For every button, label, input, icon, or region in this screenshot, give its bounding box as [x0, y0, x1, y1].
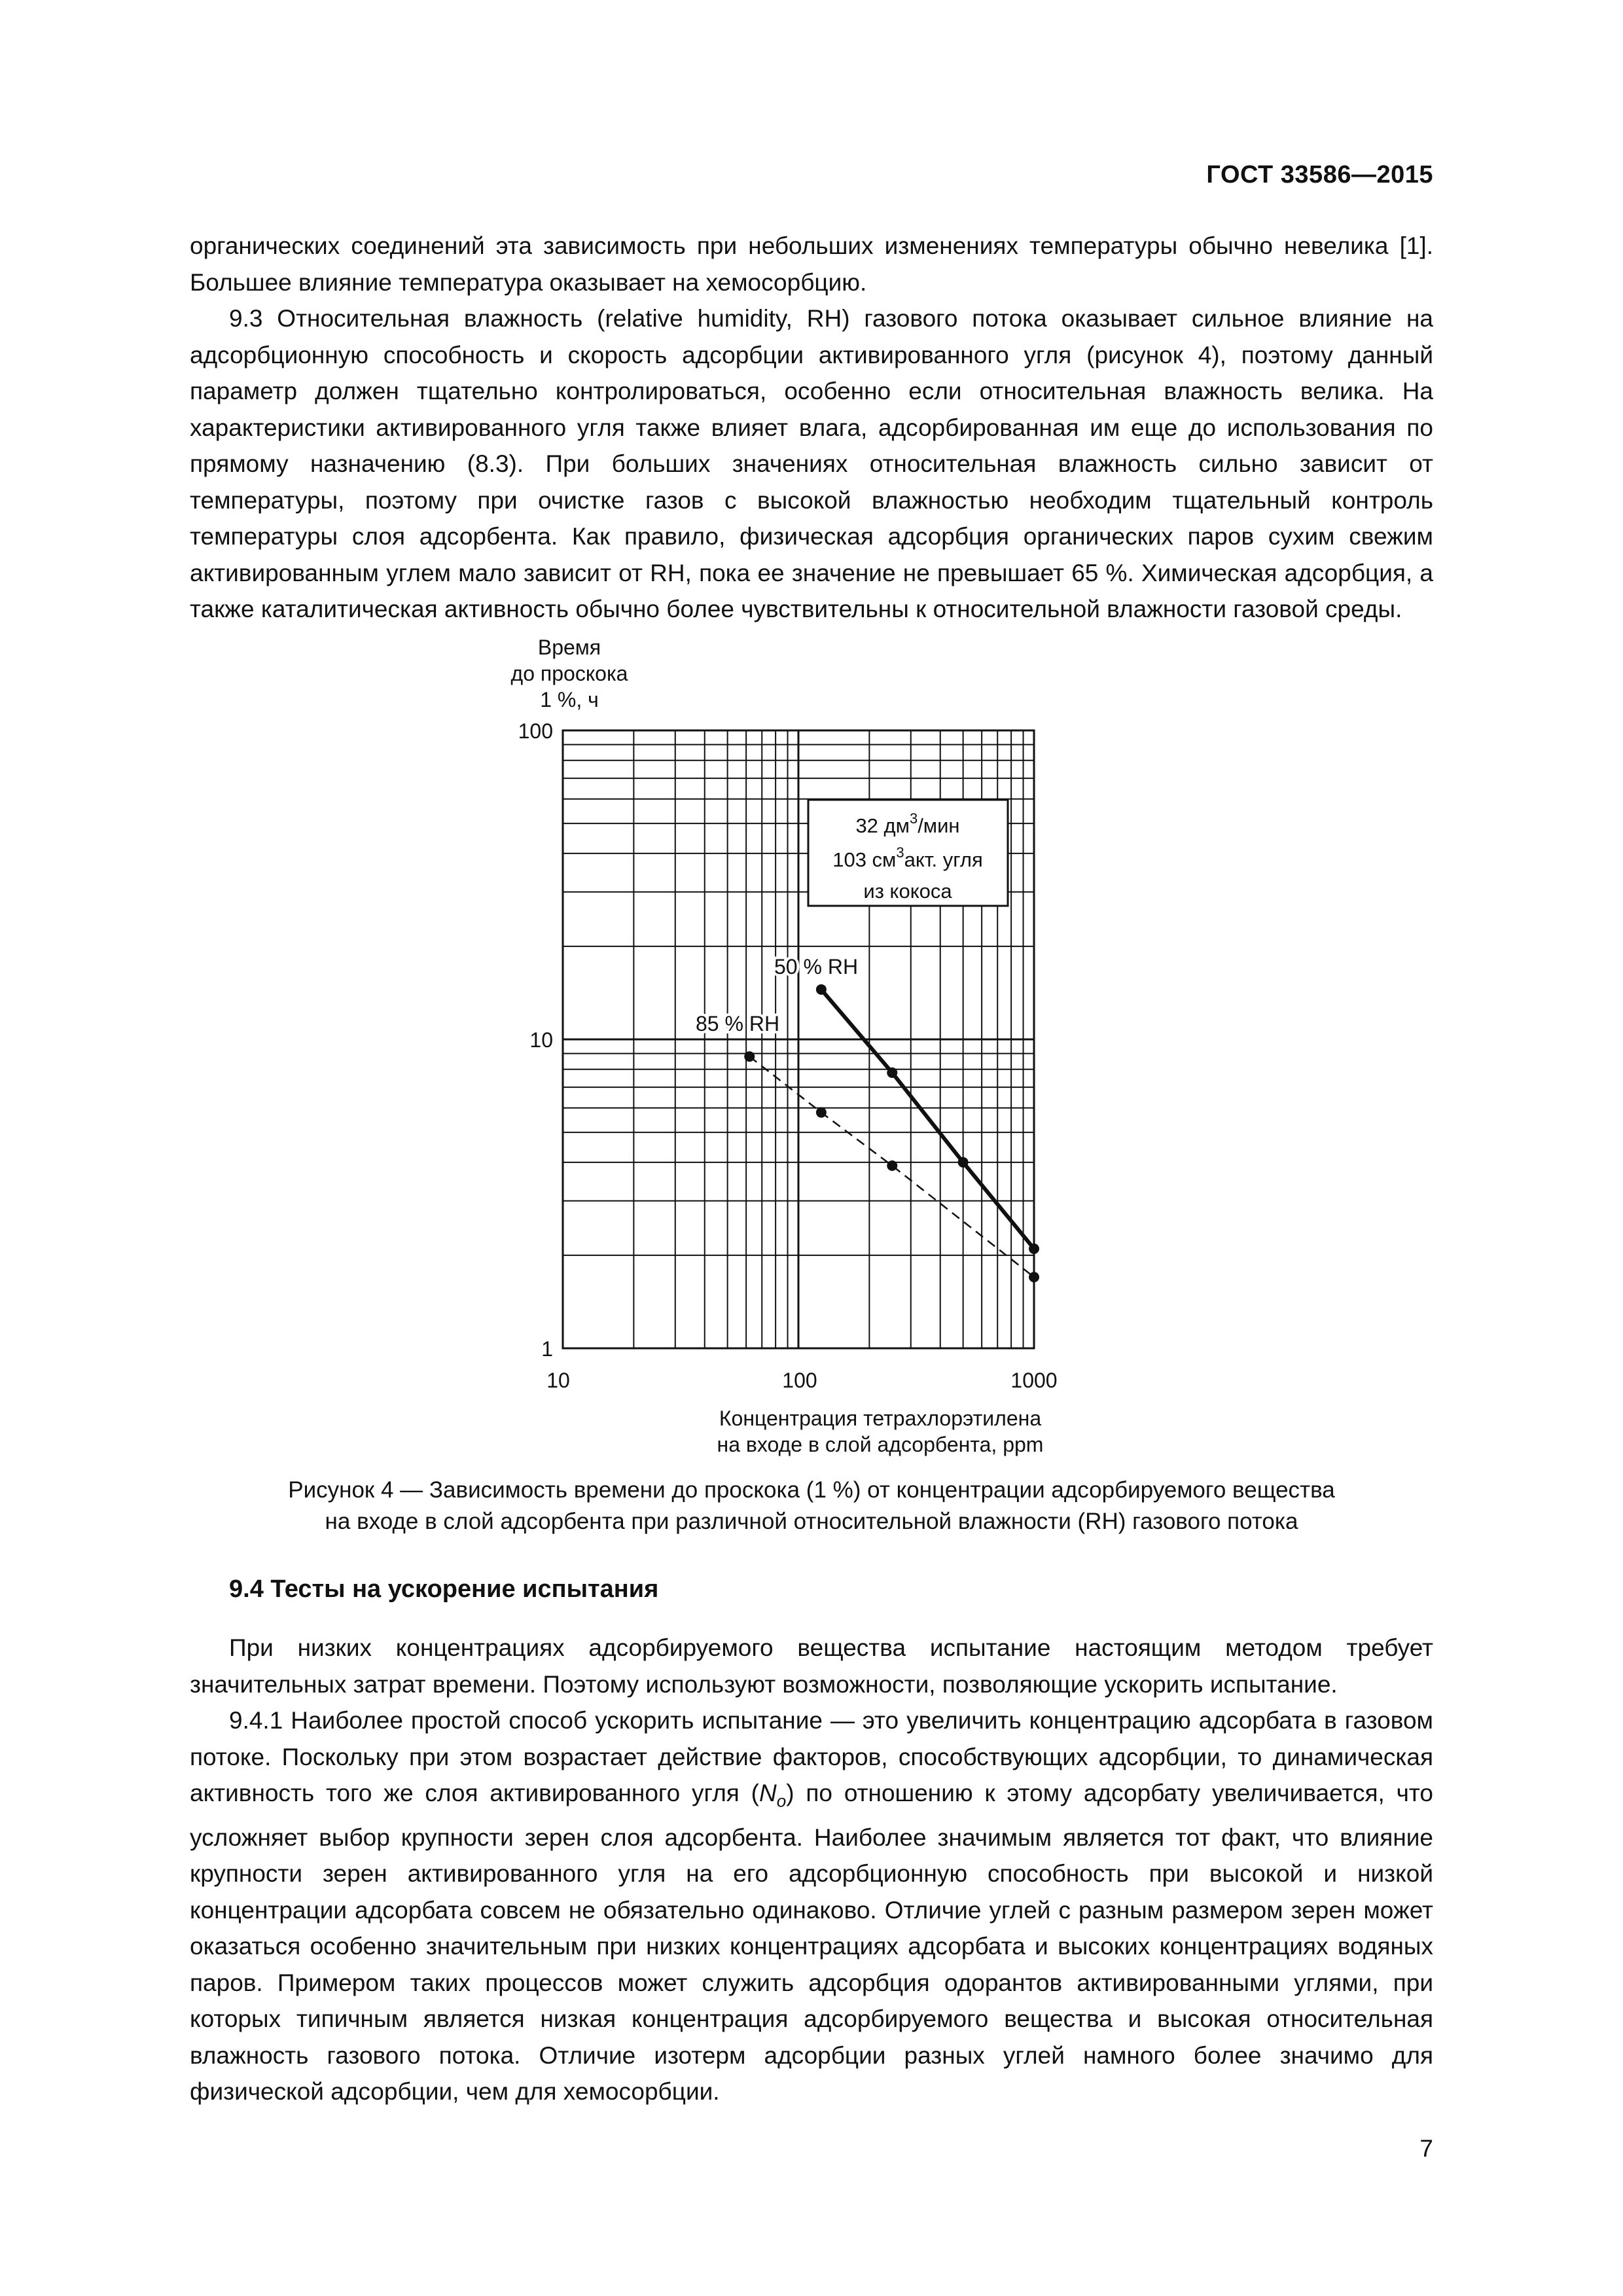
y-tick-label: 10 — [529, 1028, 553, 1052]
series-label-85-rh: 85 % RH — [696, 1012, 780, 1035]
page-number: 7 — [1419, 2135, 1433, 2162]
symbol-n-o: $N_o$ — [759, 1780, 787, 1811]
caption-line-1: Рисунок 4 — Зависимость времени до проскока (1 %) от концентрации адсорбируемого вещества — [288, 1477, 1335, 1503]
y-tick-label: 1 — [541, 1337, 553, 1361]
y-axis-title-line-2: до проскока — [510, 662, 628, 685]
series-line-0 — [821, 990, 1034, 1249]
data-point — [744, 1051, 755, 1062]
data-point — [1029, 1272, 1039, 1282]
document-code: ГОСТ 33586—2015 — [1206, 161, 1433, 188]
y-axis-title-line-1: Время — [537, 636, 601, 659]
x-tick-label: 10 — [546, 1369, 570, 1392]
x-tick-label: 100 — [782, 1369, 817, 1392]
data-point — [958, 1157, 969, 1168]
x-axis-title-line-2: на входе в слой адсорбента, ppm — [717, 1433, 1044, 1456]
x-axis-title-line-1: Концентрация тетрахлорэтилена — [719, 1407, 1042, 1430]
data-point — [1029, 1244, 1039, 1254]
data-point — [887, 1160, 897, 1171]
x-tick-label: 1000 — [1010, 1369, 1058, 1392]
section-title-9-4: 9.4 Тесты на ускорение испытания — [229, 1575, 659, 1603]
series-label-50-rh: 50 % RH — [774, 955, 859, 978]
legend-line-1: 32 $дм^3$/мин — [855, 810, 960, 837]
legend-line-2: 103 $см^3акт$. угля — [832, 844, 983, 871]
caption-line-2: на входе в слой адсорбента при различной относительной влажности (RH) газового потока — [325, 1509, 1298, 1534]
y-tick-label: 100 — [518, 719, 553, 743]
data-point — [816, 1107, 827, 1118]
legend-line-3: из кокоса — [863, 880, 952, 903]
figure-caption — [190, 1475, 1433, 1537]
legend-box — [808, 800, 1008, 906]
data-point — [887, 1067, 897, 1078]
data-point — [816, 984, 827, 995]
y-axis-title-line-3: 1 %, ч — [540, 688, 599, 711]
body-text-bottom — [190, 1630, 1433, 2110]
chart-series — [744, 984, 1039, 1282]
paragraph-9-3: 9.3 Относительная влажность (relative humidity, RH) газового потока оказывает сильное влияние на адсорбционную способность и скорость адсорбции активированного угля (рисунок 4), поэтому данный параметр должен тщательно контролироваться, особенно если относительная влажность велика. На характеристики активированного угля также влияет влага, адсорбированная им еще до использования по прямому назначению (8.3). При больших значениях относительная влажность сильно зависит от температуры, поэтому при очистке газов с высокой влажностью необходим тщательный контроль температуры слоя адсорбента. Как правило, физическая адсорбция органических паров сухим свежим активированным углем мало зависит от RH, пока ее значение не превышает 65 %. Химическая адсорбция, а также каталитическая активность обычно более чувствительны к относительной влажности газовой среды. — [190, 305, 1433, 622]
paragraph: органических соединений эта зависимость при небольших изменениях температуры обычно невелика [1]. Большее влияние температура оказывает на хемосорбцию. — [190, 232, 1433, 296]
paragraph-9-4: При низких концентрациях адсорбируемого вещества испытание настоящим методом требует значительных затрат времени. Поэтому используют возможности, позволяющие ускорить испытание. — [190, 1634, 1433, 1698]
paragraph-9-4-1: 9.4.1 Наиболее простой способ ускорить испытание — это увеличить концентрацию адсорбата в газовом потоке. Поскольку при этом возрастает действие факторов, способствующих адсорбции, то динамическая активность того же слоя активированного угля $(N_o)$ по отношению к этому адсорбату увеличивается, что усложняет выбор крупности зерен слоя адсорбента. Наиболее значимым является тот факт, что влияние крупности зерен активированного угля на его адсорбционную способность при высокой и низкой концентрации адсорбата совсем не обязательно одинаково. Отличие углей с разным размером зерен может оказаться особенно значительным при низких концентрациях адсорбата и высоких концентрациях водяных паров. Примером таких процессов может служить адсорбция одорантов активированными углями, при которых типичным является низкая концентрация адсорбируемого вещества и высокая относительная влажность газового потока. Отличие изотерм адсорбции разных углей намного более значимо для физической адсорбции, чем для хемосорбции. — [190, 1707, 1433, 2106]
